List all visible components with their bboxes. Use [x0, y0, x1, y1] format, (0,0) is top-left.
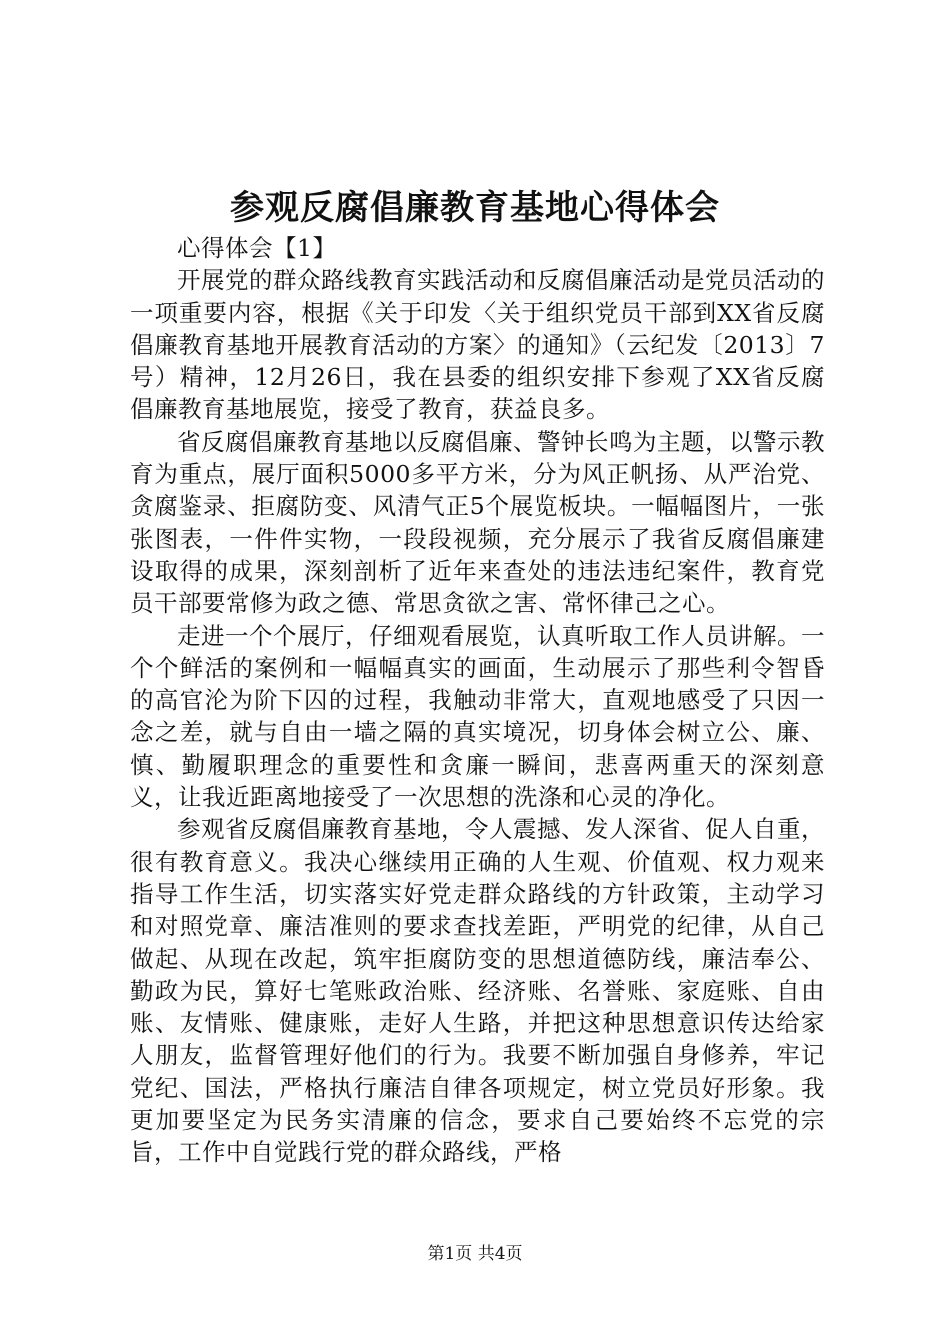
paragraph-1: 开展党的群众路线教育实践活动和反腐倡廉活动是党员活动的一项重要内容，根据《关于印发〈关于组织党员干部到XX省反腐倡廉教育基地开展教育活动的方案〉的通知》（云纪发〔2013〕7号）精神，12月26日，我在县委的组织安排下参观了XX省反腐倡廉教育基地展览，接受了教育，获益良多。	[130, 266, 825, 424]
section-subheading: 心得体会【1】	[177, 234, 337, 262]
document-body	[130, 232, 825, 1169]
paragraph-4: 参观省反腐倡廉教育基地，令人震撼、发人深省、促人自重，很有教育意义。我决心继续用正确的人生观、价值观、权力观来指导工作生活，切实落实好党走群众路线的方针政策，主动学习和对照党章、廉洁准则的要求查找差距，严明党的纪律，从自己做起、从现在改起，筑牢拒腐防变的思想道德防线，廉洁奉公、勤政为民，算好七笔账政治账、经济账、名誉账、家庭账、自由账、友情账、健康账，走好人生路，并把这种思想意识传达给家人朋友，监督管理好他们的行为。我要不断加强自身修养，牢记党纪、国法，严格执行廉洁自律各项规定，树立党员好形象。我更加要坚定为民务实清廉的信念，要求自己要始终不忘党的宗旨，工作中自觉践行党的群众路线，严格	[130, 815, 825, 1167]
page-footer: 第1页 共4页	[427, 1244, 523, 1264]
document-title: 参观反腐倡廉教育基地心得体会	[230, 188, 720, 228]
paragraph-2: 省反腐倡廉教育基地以反腐倡廉、警钟长鸣为主题，以警示教育为重点，展厅面积5000多平方米，分为风正帆扬、从严治党、贪腐鉴录、拒腐防变、风清气正5个展览板块。一幅幅图片，一张张图表，一件件实物，一段段视频，充分展示了我省反腐倡廉建设取得的成果，深刻剖析了近年来查处的违法违纪案件，教育党员干部要常修为政之德、常思贪欲之害、常怀律己之心。	[130, 427, 825, 618]
paragraph-3: 走进一个个展厅，仔细观看展览，认真听取工作人员讲解。一个个鲜活的案例和一幅幅真实的画面，生动展示了那些利令智昏的高官沦为阶下囚的过程，我触动非常大，直观地感受了只因一念之差，就与自由一墙之隔的真实境况，切身体会树立公、廉、慎、勤履职理念的重要性和贪廉一瞬间，悲喜两重天的深刻意义，让我近距离地接受了一次思想的洗涤和心灵的净化。	[130, 621, 825, 812]
